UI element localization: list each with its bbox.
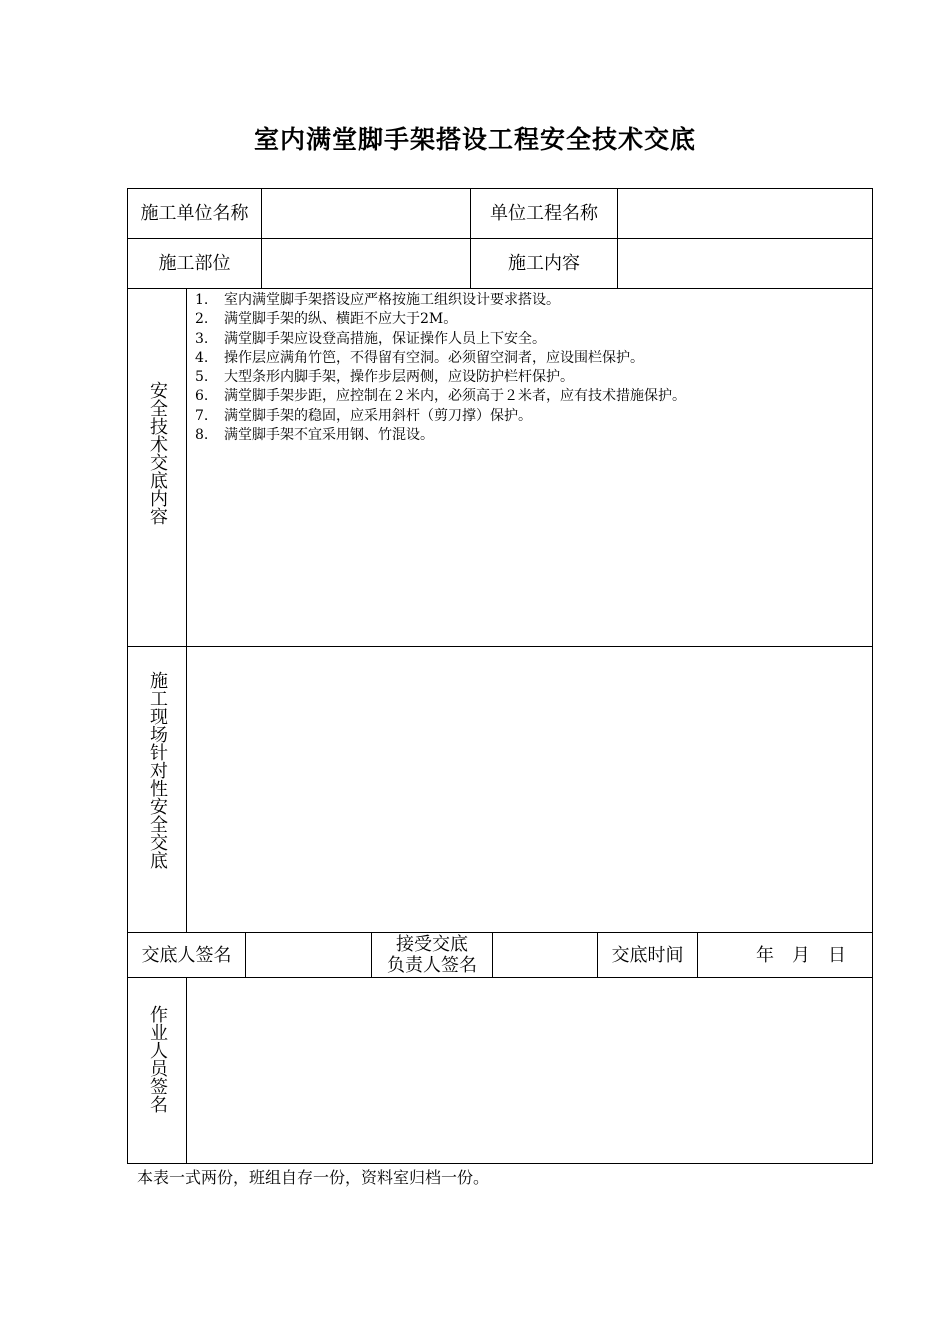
construction-part-label: 施工部位 <box>158 253 231 274</box>
receiver-signature-field[interactable] <box>493 933 597 977</box>
construction-unit-name-label: 施工单位名称 <box>140 203 249 224</box>
safety-content-label: 安全技术交底内容 <box>147 381 168 525</box>
discloser-signature-label: 交底人签名 <box>141 944 232 966</box>
construction-content-label: 施工内容 <box>508 253 580 274</box>
list-item: 1. 室内满堂脚手架搭设应严格按施工组织设计要求搭设。 <box>195 292 560 308</box>
list-item: 4. 操作层应满角竹笆，不得留有空洞。必须留空洞者，应设围栏保护。 <box>195 349 644 366</box>
disclosure-date-field[interactable]: 年 月 日 <box>756 944 846 966</box>
workers-signature-label: 作业人员签名 <box>147 1005 168 1113</box>
site-disclosure-field[interactable] <box>187 647 872 932</box>
workers-signature-field[interactable] <box>187 978 872 1163</box>
safety-items-list <box>195 291 686 445</box>
list-item: 7. 满堂脚手架的稳固，应采用斜杆（剪刀撑）保护。 <box>195 407 532 424</box>
receiver-label-line1: 接受交底 <box>396 934 468 955</box>
project-name-field[interactable] <box>618 189 872 238</box>
construction-part-field[interactable] <box>262 239 470 288</box>
row-divider <box>127 288 873 289</box>
page-title: 室内满堂脚手架搭设工程安全技术交底 <box>253 125 696 154</box>
discloser-signature-field[interactable] <box>246 933 371 977</box>
receiver-label-line2: 负责人签名 <box>387 955 477 976</box>
receiver-signature-label <box>372 933 492 977</box>
footnote: 本表一式两份，班组自存一份，资料室归档一份。 <box>137 1168 490 1187</box>
construction-unit-name-field[interactable] <box>262 189 470 238</box>
site-disclosure-label: 施工现场针对性安全交底 <box>147 671 168 869</box>
list-item: 3. 满堂脚手架应设登高措施，保证操作人员上下安全。 <box>195 330 546 347</box>
list-item: 6. 满堂脚手架步距，应控制在２米内，必须高于２米者，应有技术措施保护。 <box>195 388 686 405</box>
disclosure-time-label: 交底时间 <box>611 944 684 966</box>
list-item: 2. 满堂脚手架的纵、横距不应大于2M。 <box>195 311 458 328</box>
project-name-label: 单位工程名称 <box>490 203 598 224</box>
list-item: 8. 满堂脚手架不宜采用钢、竹混设。 <box>195 427 434 444</box>
construction-content-field[interactable] <box>618 239 872 288</box>
list-item: 5. 大型条形内脚手架，操作步层两侧，应设防护栏杆保护。 <box>195 369 574 386</box>
